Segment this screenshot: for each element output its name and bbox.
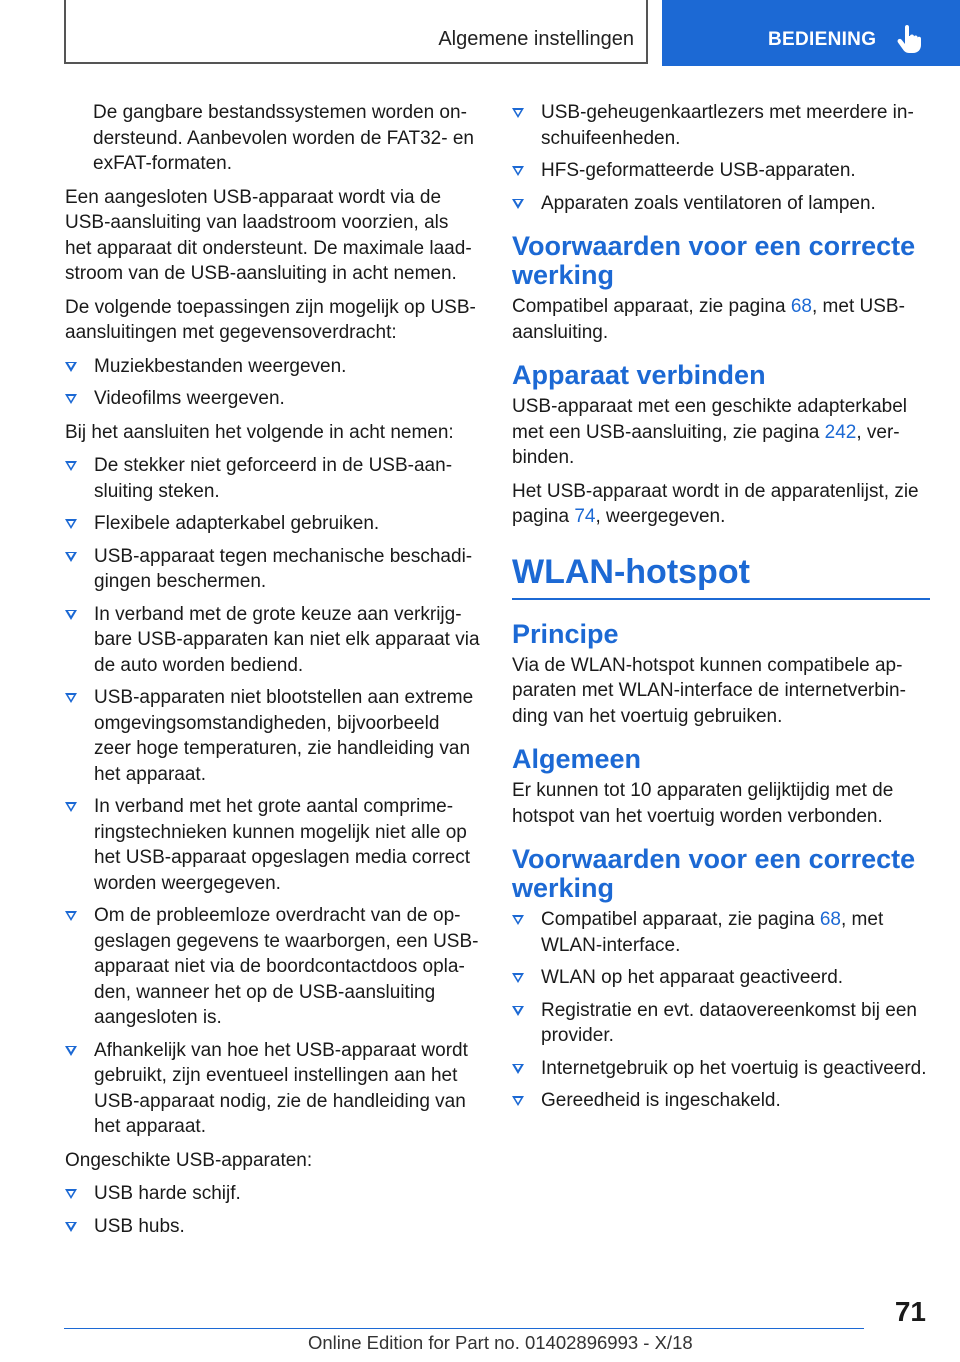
triangle-bullet-icon	[65, 461, 77, 471]
triangle-bullet-icon	[65, 693, 77, 703]
triangle-bullet-icon	[512, 166, 524, 176]
footer-divider	[64, 1328, 864, 1329]
list-item: USB hubs.	[65, 1214, 480, 1240]
triangle-bullet-icon	[65, 610, 77, 620]
chapter-tab-label: BEDIENING	[768, 29, 877, 50]
triangle-bullet-icon	[512, 199, 524, 209]
triangle-bullet-icon	[65, 1046, 77, 1056]
unsuitable-list	[65, 1181, 480, 1239]
hand-pointer-icon	[897, 25, 921, 53]
list-item: Videofilms weergeven.	[65, 386, 480, 412]
list-item: WLAN op het apparaat geactiveerd.	[512, 965, 930, 991]
list-item: USB harde schijf.	[65, 1181, 480, 1207]
list-item: Flexibele adapterkabel gebruiken.	[65, 511, 480, 537]
charging-text: Een aangesloten USB-apparaat wordt via de USB-aansluiting van laadstroom voorzien, als het apparaat dit ondersteunt. De maximale laadstroom van de USB-aansluiting in acht nemen.	[65, 186, 472, 284]
list-item: Registratie en evt. dataovereenkomst bij een provider.	[512, 998, 930, 1049]
list-item: USB-geheugenkaartlezers met meerdere inschuifeenheden.	[512, 100, 930, 151]
triangle-bullet-icon	[65, 362, 77, 372]
section-title: Algemene instellingen	[438, 28, 634, 50]
right-column	[512, 100, 930, 1122]
list-item: USB-apparaten niet blootstellen aan extreme omgevingsomstandigheden, bijvoorbeeld zeer hoge temperaturen, zie handleiding van het apparaat.	[65, 685, 480, 787]
filesystem-text: De gangbare bestandssystemen worden ondersteund. Aanbevolen worden de FAT32- en exFAT-formaten.	[93, 102, 474, 174]
triangle-bullet-icon	[65, 394, 77, 404]
triangle-bullet-icon	[65, 1222, 77, 1232]
triangle-bullet-icon	[512, 1096, 524, 1106]
triangle-bullet-icon	[512, 973, 524, 983]
unsuitable-intro: Ongeschikte USB-apparaten:	[65, 1149, 313, 1171]
list-item: Internetgebruik op het voertuig is geactiveerd.	[512, 1056, 930, 1082]
list-item: Om de probleemloze overdracht van de opgeslagen gegevens te waarborgen, een USB-apparaat niet via de boordcontactdoos opladen, wanneer het op de USB-aansluiting aangesloten is.	[65, 903, 480, 1031]
applications-intro: De volgende toepassingen zijn mogelijk op USB-aansluitingen met gegevensoverdracht:	[65, 296, 476, 343]
connect-text-1: USB-apparaat met een geschikte adapterkabel met een USB-aansluiting, zie pagina 242, verbinden.	[512, 396, 908, 468]
connect-text-2: Het USB-apparaat wordt in de apparatenlijst, zie pagina 74, weergegeven.	[512, 480, 919, 527]
left-column	[65, 100, 480, 1247]
edition-footer: Online Edition for Part no. 01402896993 - X/18	[308, 1332, 693, 1353]
wlan-requirements-list	[512, 907, 930, 1114]
triangle-bullet-icon	[512, 915, 524, 925]
algemeen-text: Er kunnen tot 10 apparaten gelijktijdig met de hotspot van het voertuig worden verbonden.	[512, 780, 894, 827]
requirements-heading-wlan: Voorwaarden voor een correcte werking	[512, 844, 916, 903]
triangle-bullet-icon	[65, 552, 77, 562]
triangle-bullet-icon	[65, 802, 77, 812]
triangle-bullet-icon	[65, 519, 77, 529]
applications-list	[65, 354, 480, 412]
connecting-list	[65, 453, 480, 1140]
list-item: Gereedheid is ingeschakeld.	[512, 1088, 930, 1114]
connect-heading: Apparaat verbinden	[512, 360, 766, 390]
page-link-68[interactable]: 68	[819, 909, 841, 930]
list-item: In verband met de grote keuze aan verkrijgbare USB-apparaten kan niet elk apparaat via de auto worden bediend.	[65, 602, 480, 679]
list-item: Afhankelijk van hoe het USB-apparaat wordt gebruikt, zijn eventueel instellingen aan het USB-apparaat nodig, zie de handleiding van het apparaat.	[65, 1038, 480, 1140]
page-link-242[interactable]: 242	[824, 421, 857, 443]
list-item: De stekker niet geforceerd in de USB-aansluiting steken.	[65, 453, 480, 504]
list-item: Apparaten zoals ventilatoren of lampen.	[512, 191, 930, 217]
requirements-text-usb: Compatibel apparaat, zie pagina 68, met USB-aansluiting.	[512, 296, 905, 343]
principe-heading: Principe	[512, 618, 619, 649]
list-item: USB-apparaat tegen mechanische beschadigingen beschermen.	[65, 544, 480, 595]
page-link-74[interactable]: 74	[574, 506, 596, 527]
list-item: HFS-geformatteerde USB-apparaten.	[512, 158, 930, 184]
section-title-box	[64, 0, 648, 64]
triangle-bullet-icon	[512, 1006, 524, 1016]
triangle-bullet-icon	[512, 1064, 524, 1074]
connecting-intro: Bij het aansluiten het volgende in acht nemen:	[65, 421, 454, 443]
triangle-bullet-icon	[65, 911, 77, 921]
page-number: 71	[894, 1296, 926, 1327]
algemeen-heading: Algemeen	[512, 744, 642, 774]
list-item: Compatibel apparaat, zie pagina 68, met WLAN-interface.	[512, 907, 930, 958]
principe-text: Via de WLAN-hotspot kunnen compatibele apparaten met WLAN-interface de internetverbinding van het voertuig gebruiken.	[512, 654, 906, 727]
requirements-heading-usb: Voorwaarden voor een correcte werking	[512, 231, 916, 290]
chapter-tab[interactable]	[662, 0, 960, 66]
wlan-hotspot-title: WLAN-hotspot	[512, 552, 930, 600]
page-header	[0, 0, 960, 66]
list-item: Muziekbestanden weergeven.	[65, 354, 480, 380]
page-link-68[interactable]: 68	[790, 296, 812, 317]
triangle-bullet-icon	[65, 1189, 77, 1199]
unsuitable-list-continued	[512, 100, 930, 216]
list-item: In verband met het grote aantal comprimeringstechnieken kunnen mogelijk niet alle op het USB-apparaat opgeslagen media correct worden weergegeven.	[65, 794, 480, 896]
triangle-bullet-icon	[512, 108, 524, 118]
